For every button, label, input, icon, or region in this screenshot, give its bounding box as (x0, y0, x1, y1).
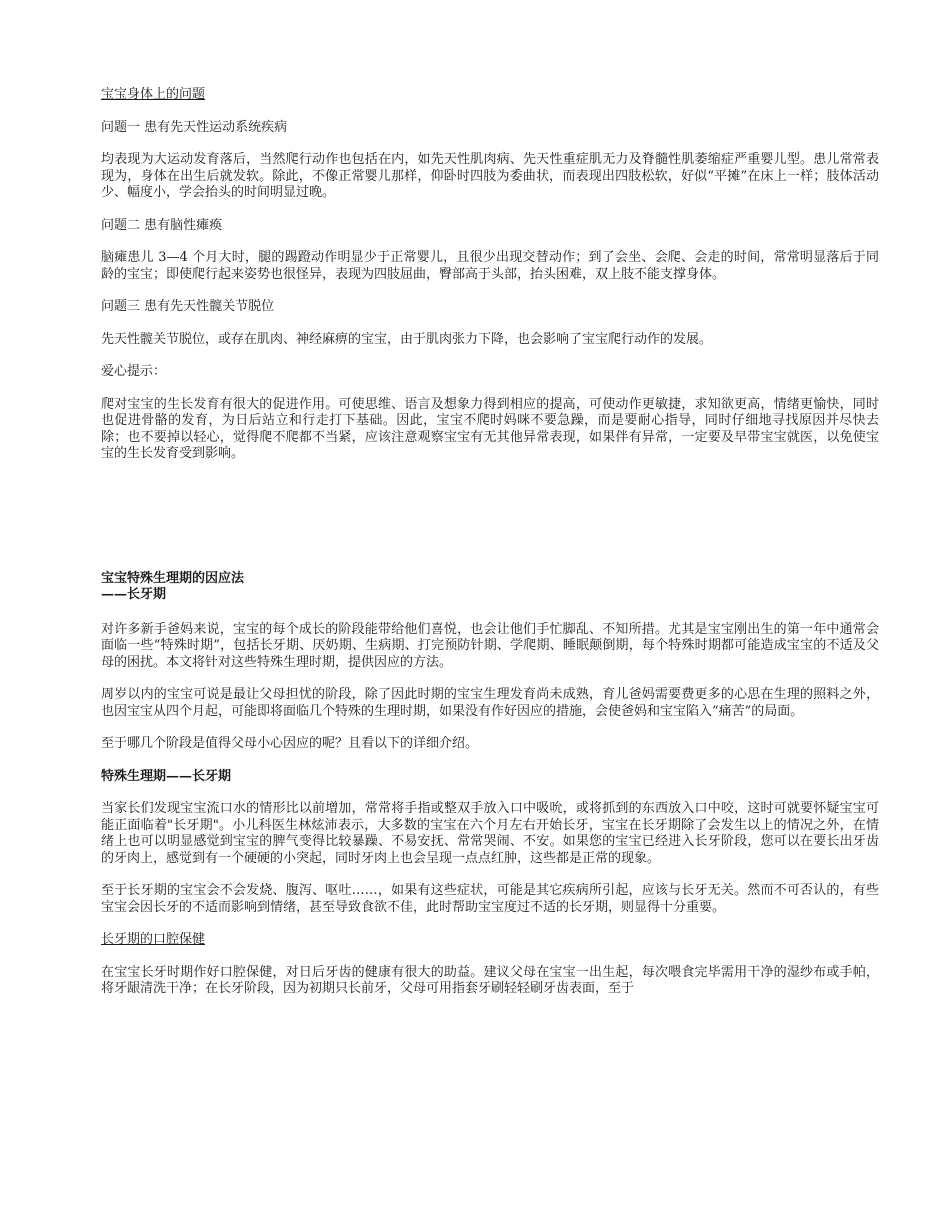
tip-title: 爱心提示： (101, 364, 167, 379)
problem-2-body: 脑瘫患儿 3—4 个月大时，腿的踢蹬动作明显少于正常婴儿，且很少出现交替动作；到了会坐、会爬、会走的时间，常常明显落后于同龄的宝宝；即使爬行起来姿势也很怪异，表现为四肢屈曲，臀部高于头部，抬头困难，双上肢不能支撑身体。 (101, 250, 879, 282)
problem-1-title: 问题一 患有先天性运动系统疾病 (101, 119, 288, 135)
section-heading-line-1: 宝宝特殊生理期的因应法 (101, 570, 245, 586)
spacer (101, 479, 879, 571)
intro-paragraph-3: 至于哪几个阶段是值得父母小心因应的呢？且看以下的详细介绍。 (101, 736, 479, 751)
teething-body-2: 至于长牙期的宝宝会不会发烧、腹泻、呕吐……，如果有这些症状，可能是其它疾病所引起，应该与长牙无关。然而不可否认的，有些宝宝会因长牙的不适而影响到情绪，甚至导致食欲不佳，此时帮助宝宝度过不适的长牙期，则显得十分重要。 (101, 883, 879, 915)
problem-1-body: 均表现为大运动发育落后，当然爬行动作也包括在内，如先天性肌肉病、先天性重症肌无力及脊髓性肌萎缩症严重婴儿型。患儿常常表现为，身体在出生后就发软。除此，不像正常婴儿那样，仰卧时四肢为委曲状，而表现出四肢松软，好似“平摊”在床上一样；肢体活动少、幅度小，学会抬头的时间明显过晚。 (101, 152, 879, 200)
section-heading-line-2: ——长牙期 (101, 587, 167, 602)
teething-body-1: 当家长们发现宝宝流口水的情形比以前增加，常常将手指或整双手放入口中吸吮，或将抓到的东西放入口中咬，这时可就要怀疑宝宝可能正面临着"长牙期"。小儿科医生林炫沛表示，大多数的宝宝在六个月左右开始长牙，宝宝在长牙期除了会发生以上的情况之外，在情绪上也可以明显感觉到宝宝的脾气变得比较暴躁、不易安抚、常常哭闹、不安。如果您的宝宝已经进入长牙阶段，您可以在要长出牙齿的牙肉上，感觉到有一个硬硬的小突起，同时牙肉上也会呈现一点点红肿，这些都是正常的现象。 (101, 801, 879, 866)
section-heading-body-problems: 宝宝身体上的问题 (101, 87, 206, 102)
problem-3-body: 先天性髋关节脱位，或存在肌肉、神经麻痹的宝宝，由于肌肉张力下降，也会影响了宝宝爬行动作的发展。 (101, 331, 713, 347)
intro-paragraph-1: 对许多新手爸妈来说，宝宝的每个成长的阶段能带给他们喜悦，也会让他们手忙脚乱、不知所措。尤其是宝宝刚出生的第一年中通常会面临一些“特殊时期”，包括长牙期、厌奶期、生病期、打完预防针期、学爬期、睡眠颠倒期，每个特殊时期都可能造成宝宝的不适及父母的困扰。本文将针对这些特殊生理时期，提供因应的方法。 (101, 621, 879, 670)
oral-care-body: 在宝宝长牙时期作好口腔保健，对日后牙齿的健康有很大的助益。建议父母在宝宝一出生起，每次喂食完毕需用干净的湿纱布或手帕，将牙龈清洗干净；在长牙阶段，因为初期只长前牙，父母可用指套牙刷轻轻刷牙齿表面，至于 (101, 964, 879, 996)
intro-paragraph-2: 周岁以内的宝宝可说是最让父母担忧的阶段，除了因此时期的宝宝生理发育尚未成熟，育儿爸妈需要费更多的心思在生理的照料之外， 也因宝宝从四个月起，可能即将面临几个特殊的生理时期，如果没有作好因应的措施，会使爸妈和宝宝陷入“痛苦”的局面。 (101, 687, 879, 719)
tip-body: 爬对宝宝的生长发育有很大的促进作用。可使思维、语言及想象力得到相应的提高，可使动作更敏捷，求知欲更高，情绪更愉快，同时也促进骨骼的发育，为日后站立和行走打下基础。因此，宝宝不爬时妈咪不要急躁，而是要耐心指导，同时仔细地寻找原因并尽快去除；也不要掉以轻心，觉得爬不爬都不当紧，应该注意观察宝宝有无其他异常表现，如果伴有异常，一定要及早带宝宝就医，以免使宝宝的生长发育受到影响。 (101, 396, 879, 461)
problem-2-title: 问题二 患有脑性瘫痪 (101, 217, 223, 233)
section-heading-special-periods (101, 571, 879, 604)
teething-title: 特殊生理期——长牙期 (101, 768, 232, 784)
oral-care-title: 长牙期的口腔保健 (101, 932, 206, 947)
problem-3-title: 问题三 患有先天性髋关节脱位 (101, 299, 275, 314)
document-page (101, 87, 879, 1014)
